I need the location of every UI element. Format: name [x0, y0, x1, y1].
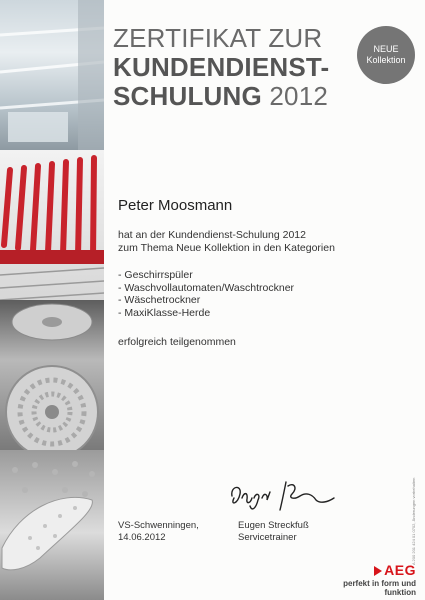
certificate-body-text — [118, 229, 335, 255]
completion-text: erfolgreich teilgenommen — [118, 336, 236, 348]
badge-line-2: Kollektion — [366, 55, 406, 65]
category-list — [118, 269, 294, 319]
aeg-branding — [318, 562, 416, 597]
handwritten-signature — [228, 478, 338, 518]
category-item: - Wäschetrockner — [118, 294, 201, 306]
category-item: - Geschirrspüler — [118, 269, 193, 281]
washing-drum-photo — [0, 450, 104, 600]
signer-name: Eugen Streckfuß — [238, 520, 309, 531]
recipient-name: Peter Moosmann — [118, 197, 233, 214]
signer-block — [238, 520, 309, 544]
place: VS-Schwenningen, — [118, 520, 199, 531]
body-line-2: zum Thema Neue Kollektion in den Kategorien — [118, 242, 335, 254]
title-line-2: KUNDENDIENST- — [113, 52, 330, 82]
dryer-filter-photo — [0, 300, 104, 450]
category-item: - MaxiKlasse-Herde — [118, 306, 211, 319]
body-line-1: hat an der Kundendienst-Schulung 2012 — [118, 229, 306, 241]
category-item: - Waschvollautomaten/Waschtrockner — [118, 281, 295, 294]
fine-print: A 200 201 424 01 0702, Änderungen vorbehalten — [411, 477, 416, 565]
appliance-photo-strip — [0, 0, 104, 600]
refrigerator-photo — [0, 0, 104, 150]
signer-role: Servicetrainer — [238, 532, 297, 543]
certificate-title — [113, 24, 353, 111]
aeg-logo — [318, 562, 416, 578]
brand-tagline: perfekt in form und funktion — [343, 579, 416, 597]
brand-name: AEG — [384, 562, 416, 578]
title-line-3: SCHULUNG — [113, 81, 262, 111]
aeg-arrow-icon — [374, 566, 382, 576]
date: 14.06.2012 — [118, 532, 166, 543]
badge-line-1: NEUE — [373, 44, 399, 54]
title-line-1: ZERTIFIKAT ZUR — [113, 23, 323, 53]
title-year: 2012 — [269, 81, 329, 111]
dishwasher-rack-photo — [0, 150, 104, 300]
new-collection-badge — [357, 26, 415, 84]
place-date-block — [118, 520, 199, 544]
